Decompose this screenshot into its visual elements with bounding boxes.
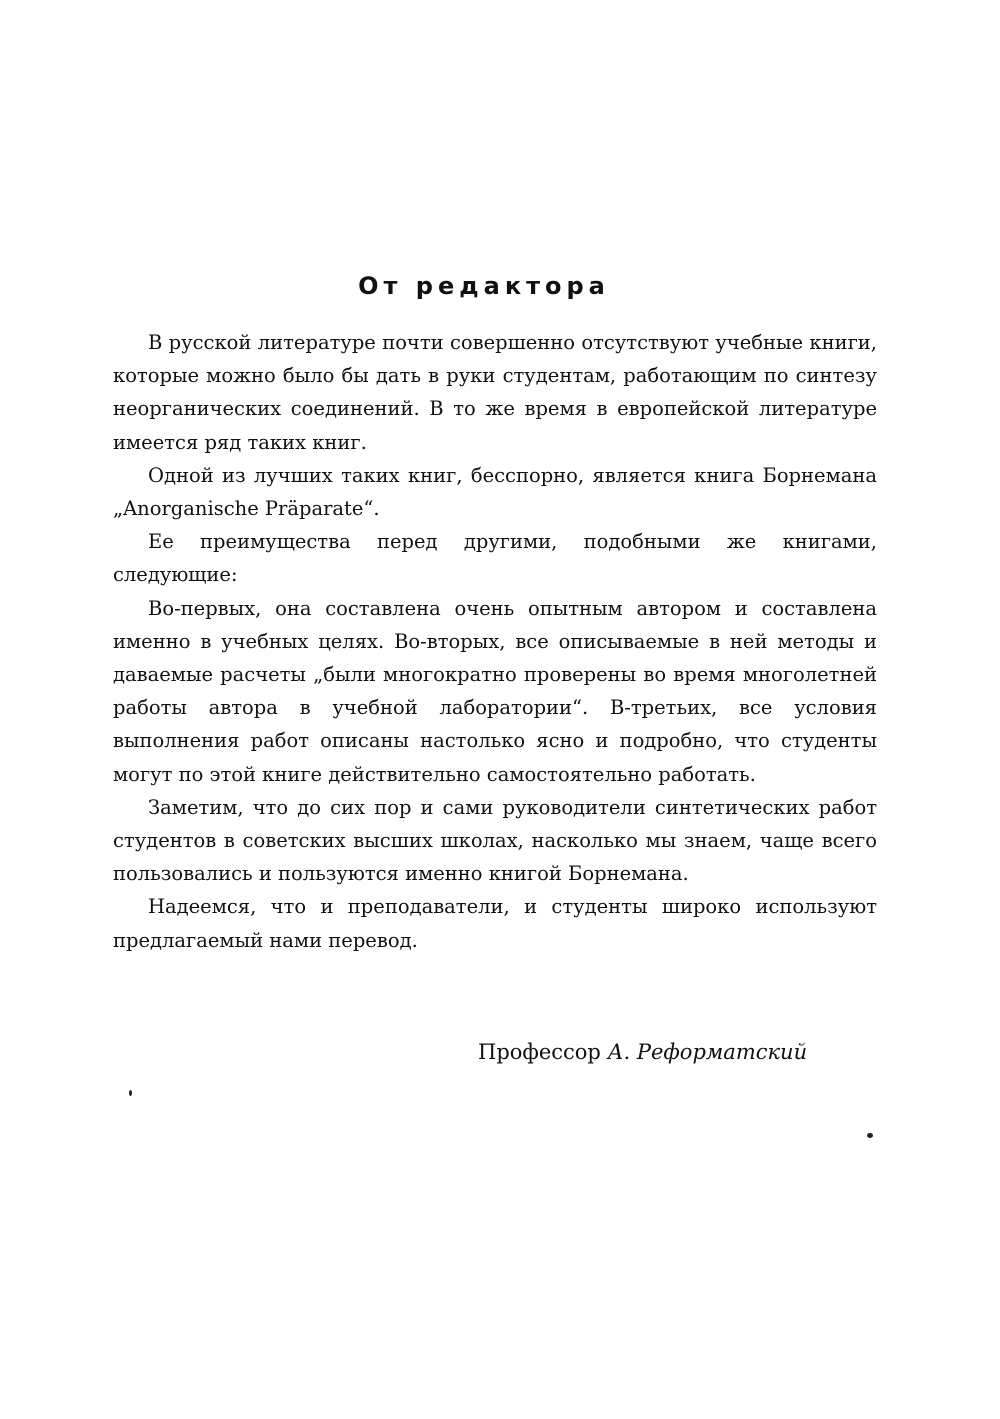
print-speck: [867, 1133, 873, 1138]
paragraph-2: Одной из лучших таких книг, бесспорно, является книга Борнемана „Anorganische Präparate“.: [113, 463, 877, 521]
signature-name: А. Реформатский: [607, 1040, 808, 1064]
paragraph-1: В русской литературе почти совершенно отсутствуют учебные книги, которые можно было бы дать в руки студентам, работающим по синтезу неорганических соединений. В то же время в европейской литературе имеется ряд таких книг.: [113, 331, 877, 454]
page-title: От редактора: [358, 272, 610, 300]
signature: [478, 1040, 838, 1064]
editor-foreword-body: [113, 326, 877, 957]
paragraph-6: Надеемся, что и преподаватели, и студенты широко используют предлагаемый нами перевод.: [113, 895, 877, 952]
paragraph-5: Заметим, что до сих пор и сами руководители синтетических работ студентов в советских высших школах, насколько мы знаем, чаще всего пользовались и пользуются именно книгой Борнемана.: [113, 795, 877, 886]
paragraph-3: Ее преимущества перед другими, подобными же книгами, следующие:: [113, 530, 877, 587]
print-speck: [129, 1090, 132, 1096]
signature-role: Профессор: [478, 1040, 601, 1064]
paragraph-4: Во-первых, она составлена очень опытным автором и составлена именно в учебных целях. Во-вторых, все описываемые в ней методы и даваемые расчеты „были многократно проверены во время многолетней работы автора в учебной лаборатории“. В-третьих, все условия выполнения работ описаны настолько ясно и подробно, что студенты могут по этой книге действительно самостоятельно работать.: [113, 596, 877, 786]
